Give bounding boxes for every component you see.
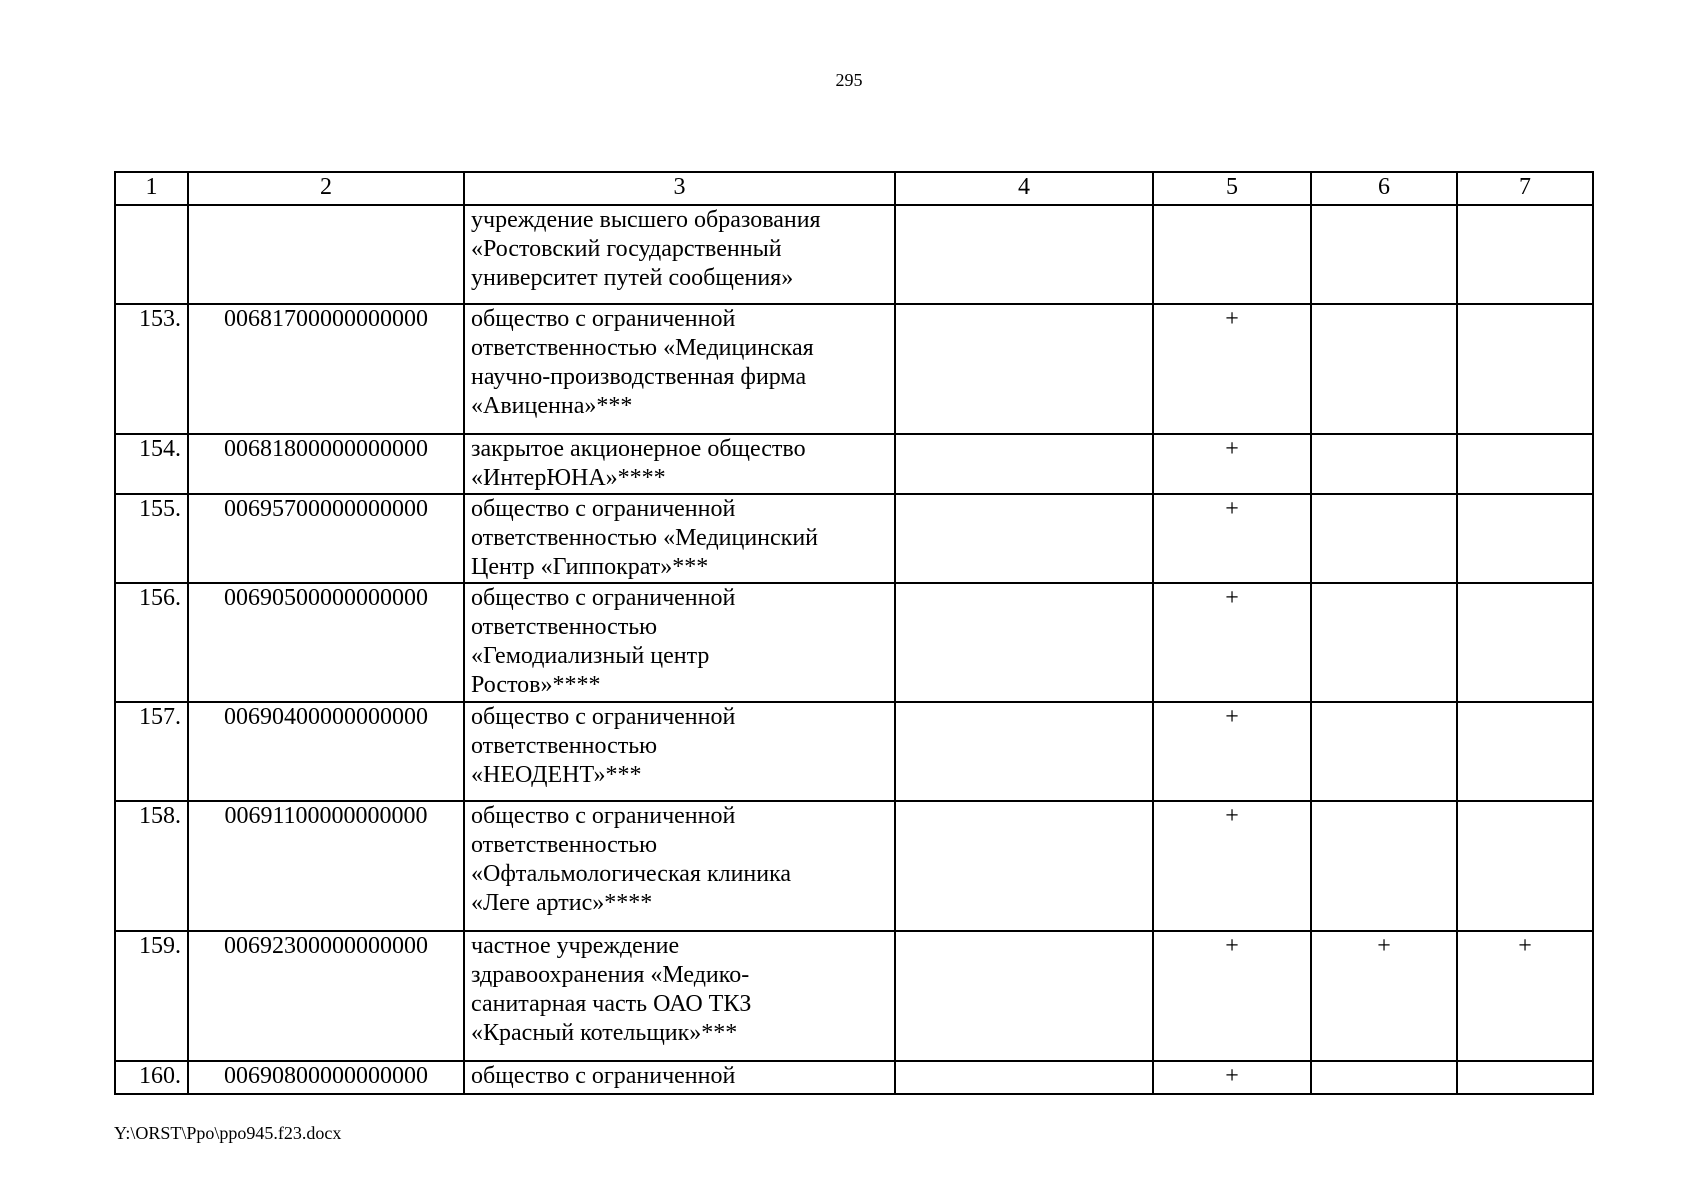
table-row <box>115 1061 1593 1094</box>
org-name-line: общество с ограниченной <box>471 306 736 332</box>
org-name-line: общество с ограниченной <box>471 803 736 829</box>
row-number-cell: 154. <box>115 434 188 494</box>
org-name-line: общество с ограниченной <box>471 585 736 611</box>
org-name-cell <box>464 494 895 583</box>
org-code-cell: 00681700000000000 <box>188 304 464 434</box>
column-7-mark-cell <box>1457 205 1593 304</box>
column-5-mark-cell <box>1153 205 1311 304</box>
header-cell-3: 3 <box>464 172 895 205</box>
header-cell-1: 1 <box>115 172 188 205</box>
org-name-cell <box>464 304 895 434</box>
org-name-line: ответственностью <box>471 832 658 858</box>
column-5-mark-cell: + <box>1153 304 1311 434</box>
page-number: 295 <box>835 70 863 90</box>
org-name-line: ответственностью <box>471 733 658 759</box>
column-4-cell <box>895 801 1153 931</box>
header-cell-7: 7 <box>1457 172 1593 205</box>
row-number-cell: 156. <box>115 583 188 702</box>
org-code-cell: 00692300000000000 <box>188 931 464 1061</box>
row-number-cell: 158. <box>115 801 188 931</box>
column-6-mark-cell <box>1311 205 1457 304</box>
table-row <box>115 494 1593 583</box>
column-7-mark-cell <box>1457 583 1593 702</box>
table-row <box>115 702 1593 801</box>
column-7-mark-cell <box>1457 494 1593 583</box>
column-4-cell <box>895 702 1153 801</box>
column-5-mark-cell: + <box>1153 494 1311 583</box>
table-header-row <box>115 172 1593 205</box>
column-6-mark-cell <box>1311 1061 1457 1094</box>
table-row <box>115 931 1593 1061</box>
table-row <box>115 801 1593 931</box>
column-5-mark-cell: + <box>1153 931 1311 1061</box>
org-name-line: «НЕОДЕНТ»*** <box>471 762 642 788</box>
org-code-cell: 00690800000000000 <box>188 1061 464 1094</box>
column-6-mark-cell <box>1311 801 1457 931</box>
org-name-line: ответственностью «Медицинская <box>471 335 814 361</box>
org-name-line: «ИнтерЮНА»**** <box>471 465 666 491</box>
header-cell-4: 4 <box>895 172 1153 205</box>
row-number-cell: 157. <box>115 702 188 801</box>
column-4-cell <box>895 434 1153 494</box>
org-name-line: общество с ограниченной <box>471 496 736 522</box>
org-name-line: частное учреждение <box>471 933 680 959</box>
column-7-mark-cell <box>1457 434 1593 494</box>
org-name-line: здравоохранения «Медико- <box>471 962 750 988</box>
org-name-cell <box>464 931 895 1061</box>
org-name-cell <box>464 702 895 801</box>
org-code-cell: 00681800000000000 <box>188 434 464 494</box>
org-name-line: ответственностью <box>471 614 658 640</box>
org-name-line: «Гемодиализный центр <box>471 643 710 669</box>
registry-table <box>114 171 1594 1095</box>
row-number-cell: 159. <box>115 931 188 1061</box>
column-6-mark-cell <box>1311 304 1457 434</box>
column-4-cell <box>895 583 1153 702</box>
column-5-mark-cell: + <box>1153 434 1311 494</box>
column-5-mark-cell: + <box>1153 583 1311 702</box>
column-4-cell <box>895 1061 1153 1094</box>
footer-file-path: Y:\ORST\Ppo\ppo945.f23.docx <box>114 1123 342 1143</box>
org-name-cell <box>464 583 895 702</box>
row-number-cell <box>115 205 188 304</box>
org-name-cell <box>464 434 895 494</box>
header-cell-6: 6 <box>1311 172 1457 205</box>
column-6-mark-cell <box>1311 434 1457 494</box>
column-5-mark-cell: + <box>1153 702 1311 801</box>
org-name-line: университет путей сообщения» <box>471 265 794 291</box>
org-name-line: ответственностью «Медицинский <box>471 525 819 551</box>
org-name-line: закрытое акционерное общество <box>471 436 806 462</box>
row-number-cell: 153. <box>115 304 188 434</box>
table-row <box>115 304 1593 434</box>
column-6-mark-cell <box>1311 583 1457 702</box>
org-name-line: общество с ограниченной <box>471 704 736 730</box>
column-4-cell <box>895 205 1153 304</box>
table-row <box>115 583 1593 702</box>
org-name-cell <box>464 1061 895 1094</box>
org-code-cell: 00690400000000000 <box>188 702 464 801</box>
column-7-mark-cell <box>1457 304 1593 434</box>
org-name-line: «Красный котельщик»*** <box>471 1020 738 1046</box>
org-name-line: «Офтальмологическая клиника <box>471 861 792 887</box>
column-7-mark-cell <box>1457 801 1593 931</box>
header-cell-2: 2 <box>188 172 464 205</box>
table-row <box>115 434 1593 494</box>
org-name-line: общество с ограниченной <box>471 1063 736 1089</box>
org-name-cell <box>464 801 895 931</box>
org-name-line: Ростов»**** <box>471 672 601 698</box>
org-code-cell: 00690500000000000 <box>188 583 464 702</box>
column-5-mark-cell: + <box>1153 801 1311 931</box>
column-4-cell <box>895 304 1153 434</box>
row-number-cell: 160. <box>115 1061 188 1094</box>
header-cell-5: 5 <box>1153 172 1311 205</box>
column-5-mark-cell: + <box>1153 1061 1311 1094</box>
org-name-line: Центр «Гиппократ»*** <box>471 554 709 580</box>
org-name-line: учреждение высшего образования <box>471 207 821 233</box>
org-name-line: «Ростовский государственный <box>471 236 782 262</box>
org-code-cell: 00691100000000000 <box>188 801 464 931</box>
column-6-mark-cell: + <box>1311 931 1457 1061</box>
org-name-line: научно-производственная фирма <box>471 364 807 390</box>
column-7-mark-cell: + <box>1457 931 1593 1061</box>
org-code-cell: 00695700000000000 <box>188 494 464 583</box>
org-name-line: санитарная часть ОАО ТКЗ <box>471 991 752 1017</box>
table-row <box>115 205 1593 304</box>
column-6-mark-cell <box>1311 702 1457 801</box>
org-name-line: «Леге артис»**** <box>471 890 653 916</box>
column-7-mark-cell <box>1457 1061 1593 1094</box>
column-4-cell <box>895 931 1153 1061</box>
org-code-cell <box>188 205 464 304</box>
row-number-cell: 155. <box>115 494 188 583</box>
org-name-cell <box>464 205 895 304</box>
column-4-cell <box>895 494 1153 583</box>
column-7-mark-cell <box>1457 702 1593 801</box>
column-6-mark-cell <box>1311 494 1457 583</box>
org-name-line: «Авиценна»*** <box>471 393 633 419</box>
